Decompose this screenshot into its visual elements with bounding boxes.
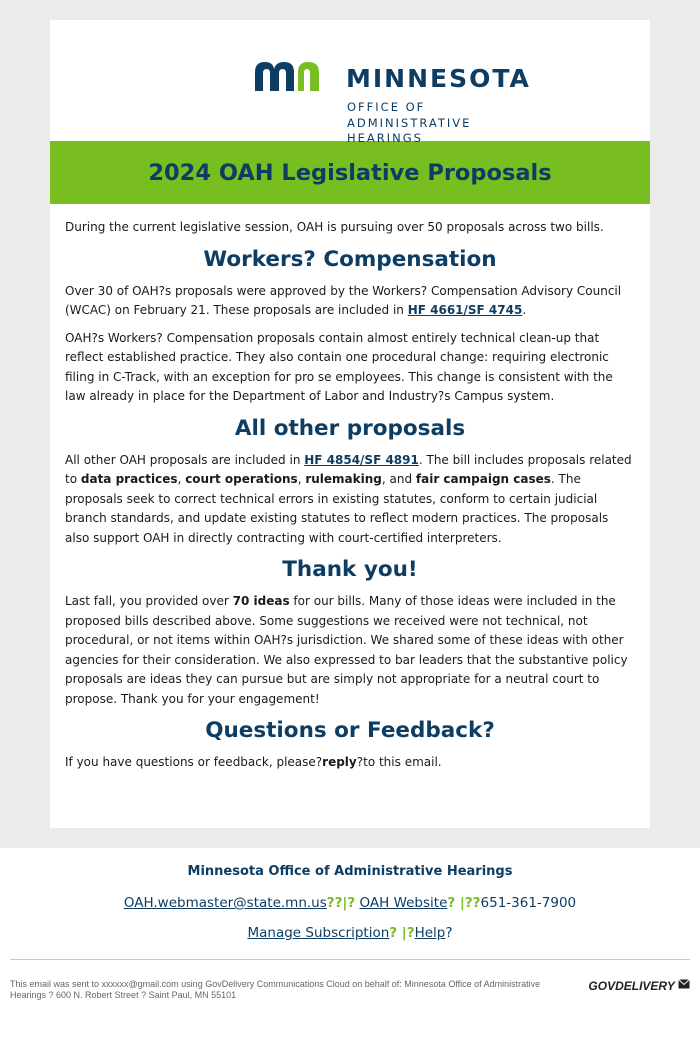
footer bbox=[0, 848, 700, 941]
bold-text: reply bbox=[322, 755, 357, 769]
manage-subscription-link[interactable]: Manage Subscription bbox=[247, 925, 390, 941]
questions-paragraph bbox=[65, 753, 635, 773]
email-content bbox=[50, 204, 650, 773]
bold-text: data practices bbox=[80, 472, 178, 486]
logo-header bbox=[50, 20, 650, 145]
footer-website-link[interactable]: OAH Website bbox=[359, 895, 448, 911]
title-banner bbox=[50, 141, 650, 204]
other-proposals-paragraph bbox=[65, 451, 635, 549]
text: , bbox=[297, 472, 306, 486]
text: , and bbox=[381, 472, 416, 486]
section-heading-thank-you: Thank you! bbox=[282, 557, 418, 582]
text: All other OAH proposals are included in bbox=[65, 452, 305, 467]
logo-subtitle bbox=[347, 100, 471, 147]
text: If you have questions or feedback, please? bbox=[65, 755, 323, 769]
logo-title: MINNESOTA bbox=[346, 64, 531, 93]
footer-email-link[interactable]: OAH.webmaster@state.mn.us bbox=[123, 895, 327, 911]
footer-org-name: Minnesota Office of Administrative Hearings bbox=[187, 864, 513, 879]
text: . The proposals seek to correct technical errors in existing statutes, conform to certain judicial branch standards, and update existing statutes to reflect modern practices. The proposals also support OAH in directly contracting with court-certified interpreters. bbox=[65, 472, 609, 545]
text: for our bills. Many of those ideas were included in the proposed bills described above. Some suggestions we received were not technical, not procedural, or not items within OAH?s jurisdiction. We shared some of these ideas with other agencies for their consideration. We also expressed to bar leaders that the substantive policy proposals are ideas they can pursue but are simply not appropriate for a neutral court to propose. Thank you for your engagement! bbox=[65, 594, 628, 706]
page-title: 2024 OAH Legislative Proposals bbox=[148, 159, 552, 186]
email-card bbox=[50, 20, 650, 828]
text: ?to this email. bbox=[356, 755, 442, 769]
separator: ? bbox=[445, 925, 453, 941]
section-heading-workers-comp: Workers? Compensation bbox=[203, 246, 497, 272]
logo-sub-line: ADMINISTRATIVE bbox=[347, 115, 472, 130]
section-heading-other-proposals: All other proposals bbox=[234, 415, 466, 441]
intro-paragraph: During the current legislative session, OAH is pursuing over 50 proposals across two bills. bbox=[65, 220, 604, 234]
text: . bbox=[522, 303, 527, 317]
footer-phone: 651-361-7900 bbox=[480, 895, 577, 911]
legal-footer bbox=[0, 960, 700, 1004]
envelope-icon bbox=[678, 979, 690, 989]
separator: ? |? bbox=[389, 925, 415, 941]
footer-subscription-line bbox=[0, 925, 700, 941]
govdelivery-logo[interactable] bbox=[588, 979, 690, 993]
bold-text: 70 ideas bbox=[232, 594, 290, 608]
bill-link-hf4661[interactable]: HF 4661/SF 4745 bbox=[407, 303, 523, 317]
text: Last fall, you provided over bbox=[65, 594, 233, 608]
text: Over 30 of OAH?s proposals were approved by the Workers? Compensation Advisory Council (WCAC) on February 21. These proposals are included in bbox=[65, 283, 622, 317]
govdelivery-logo-text: GOVDELIVERY bbox=[588, 979, 675, 993]
section-heading-questions: Questions or Feedback? bbox=[205, 718, 495, 743]
help-link[interactable]: Help bbox=[414, 925, 446, 941]
logo-sub-line: HEARINGS bbox=[347, 131, 423, 145]
bold-text: fair campaign cases bbox=[415, 472, 551, 486]
minnesota-logo-icon bbox=[253, 60, 329, 92]
bold-text: rulemaking bbox=[305, 472, 382, 486]
separator: ? |?? bbox=[447, 895, 481, 911]
bold-text: court operations bbox=[185, 472, 298, 486]
text: , bbox=[177, 472, 186, 486]
bill-link-hf4854[interactable]: HF 4854/SF 4891 bbox=[304, 452, 419, 467]
footer-contact-line bbox=[0, 895, 700, 911]
legal-text: This email was sent to xxxxxx@gmail.com using GovDelivery Communications Cloud on behalf of: Minnesota Office of Administrative Hearings ? 600 N. Robert Street ? Saint Paul, MN 55101 bbox=[10, 979, 541, 1000]
separator: ??|? bbox=[326, 895, 356, 911]
text: . The bill includes proposals related to bbox=[65, 452, 632, 486]
thank-you-paragraph bbox=[65, 592, 635, 709]
workers-comp-paragraph-1 bbox=[65, 282, 635, 321]
workers-comp-paragraph-2: OAH?s Workers? Compensation proposals contain almost entirely technical clean-up that reflect established practice. They also contain one procedural change: requiring electronic filing in C-Track, with an exception for pro se employees. This change is consistent with the law already in place for the Department of Labor and Industry?s Campus system. bbox=[65, 330, 613, 403]
logo-sub-line: OFFICE OF bbox=[347, 100, 426, 114]
